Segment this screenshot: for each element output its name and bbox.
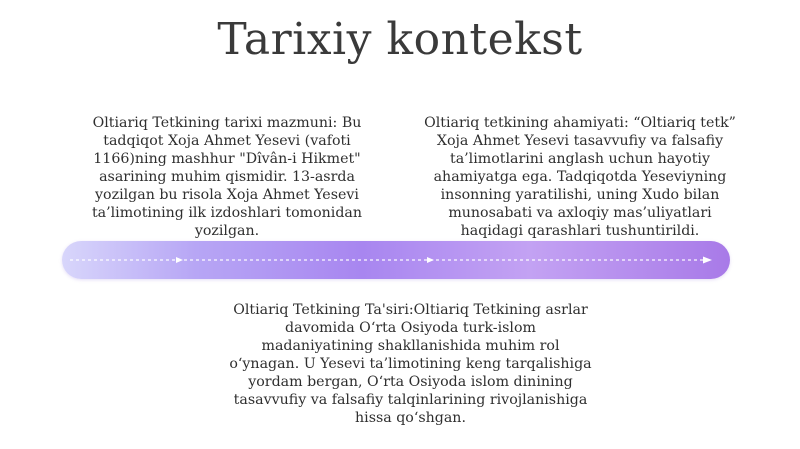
timeline-arrowhead-end bbox=[703, 257, 712, 264]
slide-title: Tarixiy kontekst bbox=[217, 14, 583, 65]
significance-text: Oltiariq tetkining ahamiyati: “Oltiariq tetk” Xoja Ahmet Yesevi tasavvufiy va falsafiy ta’limotlarini anglash uchun hayotiy ahamiyatga ega. Tadqiqotda Yeseviyning insonning yaratilishi, uning Xudo bilan munosabati va axloqiy mas’uliyatlari haqidagi qarashlari tushuntirildi. bbox=[424, 115, 736, 239]
history-content-text: Oltiariq Tetkining tarixi mazmuni: Bu tadqiqot Xoja Ahmet Yesevi (vafoti 1166)ning mashhur "Dîvân-i Hikmet" asarining muhim qismidir. 13-asrda yozilgan bu risola Xoja Ahmet Yesevi ta’limotining ilk izdoshlari tomonidan yozilgan. bbox=[91, 115, 363, 239]
timeline-arrowhead-2 bbox=[427, 257, 434, 263]
timeline-arrow-line bbox=[62, 241, 730, 279]
timeline-arrowhead-1 bbox=[176, 257, 183, 263]
influence-text: Oltiariq Tetkining Ta'siri:Oltiariq Tetkining asrlar davomida O‘rta Osiyoda turk-islom madaniyatining shakllanishida muhim rol o‘ynagan. U Yesevi ta’limotining keng tarqalishiga yordam bergan, O‘rta Osiyoda islom dinining tasavvufiy va falsafiy talqinlarining rivojlanishiga hissa qo‘shgan. bbox=[229, 302, 592, 426]
timeline-bar bbox=[62, 241, 730, 279]
